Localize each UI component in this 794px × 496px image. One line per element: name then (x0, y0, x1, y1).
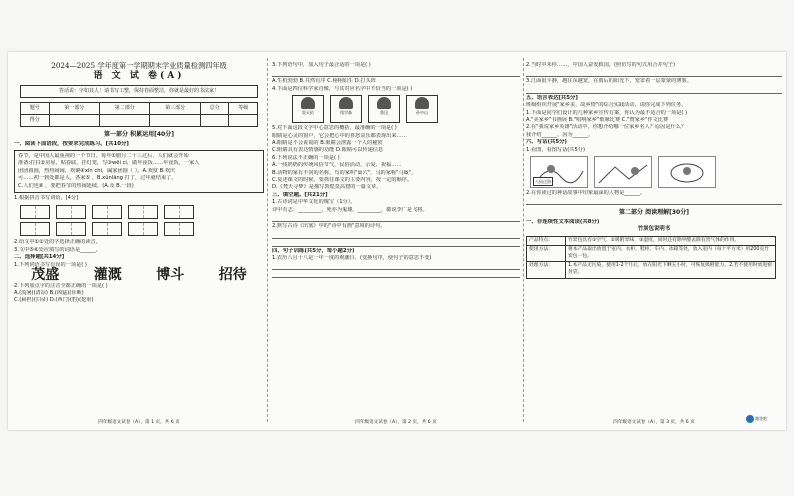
portrait-card (406, 95, 438, 123)
tianzige-box[interactable] (56, 222, 86, 236)
score-header-row (21, 103, 258, 115)
score-cell: 第三部分 (150, 103, 200, 115)
answer-line[interactable] (272, 215, 520, 222)
portrait-label: 孙中山 (416, 110, 428, 116)
passage-line: 可……初一到处都是人，各家⑤ 。B.xǔnlǎng 打了，过年就结束了。 (18, 175, 177, 182)
portrait-row (292, 95, 520, 123)
illustration-drawing (595, 157, 651, 187)
question-text: 1.根据拼音书写词语。[4分] (14, 195, 79, 202)
calligraphy-row (14, 267, 264, 284)
option-line: A.眼睛是不会说谎的 B.眼睛会泄露一个人的秘密 (272, 140, 383, 147)
portrait-label: 钱学森 (340, 110, 352, 116)
score-table (20, 102, 258, 127)
page-divider (267, 58, 268, 422)
tianzige-box[interactable] (92, 205, 122, 219)
question-text: 3.江面很平静，越往东越宽，在雨后的阳光下，笼罩着一层蒙蒙的薄雾。 (526, 78, 692, 85)
passage-line: 春节，是中国人最重视的一个节日。每年①腊月二十三过后，人们就会开始 (18, 153, 189, 160)
product-value: 将本产品取出放置于室内、衣柜、鞋柜、车内、冰箱等处，放入室内（每十平方米）用200克竹炭包一包。 (566, 246, 776, 262)
question-text: 1.农历八月十八是一年一度的观潮日。(变换句序，使句子的意思不变) (272, 254, 432, 261)
page-footer: 四年级语文试卷（A），第 1 页，共 6 页 (98, 419, 180, 425)
tianzige-box[interactable] (164, 222, 194, 236)
question-text: 1.古诗词是中华文化的瑰宝（1分）。 (272, 199, 356, 206)
answer-line[interactable] (526, 70, 782, 77)
question-heading: 五、语言表达[共5分] (526, 94, 578, 101)
passage-line: 准备:打扫②房屋，贴春联，挂灯笼，写③wēi cí，做年夜饭……年夜饭，一家人 (18, 160, 200, 167)
option-line: A.一线奶奶的传统风俗节气，民俗活动，示爱、祝福…… (272, 162, 402, 169)
passage-box (14, 150, 264, 193)
tianzige-box[interactable] (128, 205, 158, 219)
score-cell: 得分 (21, 115, 50, 127)
portrait-image (339, 97, 353, 109)
answer-line[interactable] (272, 70, 520, 77)
score-cell (229, 115, 258, 127)
product-row (527, 236, 776, 246)
product-label: 产品特点: (527, 236, 566, 246)
page-1 (14, 52, 264, 430)
score-cell (200, 115, 229, 127)
watermark-logo (746, 414, 778, 424)
score-cell (99, 115, 149, 127)
question-heading: 一、非连续性文本阅读(共8分) (526, 218, 600, 225)
question-text: 班级组织开展"家乡美，故乡情"的综合实践活动，请你完成下列任务。 (526, 102, 687, 109)
page-3 (526, 52, 782, 430)
product-table (526, 236, 776, 279)
answer-line[interactable] (272, 240, 520, 247)
product-row (527, 246, 776, 262)
question-text: 1.看图，看图写话(共5分) (526, 146, 585, 153)
tianzige-box[interactable] (20, 205, 50, 219)
question-text: 5.对下面这段文字中心意思的概括，最准确的一项是( ) (272, 125, 397, 132)
picture-row (530, 156, 782, 188)
calligraphy-word: 茂盛 (31, 267, 60, 284)
part1-heading: 第一部分 积累运用[40分] (104, 131, 174, 139)
question-heading: 二、选择题[共14分] (14, 254, 65, 261)
passage-line: 团团圆圆，热热闹闹，欢聚④xīn chí，阖家团圆（ ）。A.欢度 B.欢庆 (18, 167, 176, 174)
question-text: 6.下列说法不正确的一项是( ) (272, 154, 340, 161)
portrait-image (415, 97, 429, 109)
page-2 (272, 52, 520, 430)
page-footer: 四年级语文试卷（A），第 2 页，共 6 页 (355, 419, 437, 425)
question-text: 2.在你读过的神话故事中印象最深的人物是______。 (526, 190, 646, 197)
exam-sheet (8, 52, 786, 430)
product-label: 处理方法: (527, 262, 566, 278)
answer-line[interactable] (526, 198, 782, 205)
illustration-label: 八仙过海 (533, 177, 553, 186)
score-cell: 题号 (21, 103, 50, 115)
question-text: 2.给文中①②处的字选择正确的读音。 (14, 239, 101, 246)
question-text: 2.下列加点字的注音全都正确的一项是( ) (14, 282, 108, 289)
tianzige-box[interactable] (92, 222, 122, 236)
answer-line[interactable] (272, 271, 520, 278)
product-title: 竹炭包说明书 (637, 226, 671, 233)
question-text: 3.下列语句中，加入句子最合适的一项是( ) (272, 62, 371, 68)
question-text: 4.下面是四位科学家肖像，与其对应名字中不恰当的一项是( ) (272, 85, 413, 92)
calligraphy-word: 博斗 (156, 267, 185, 284)
question-text: 诗中有志：_________，死亦为鬼雄。_________，都说李广是飞将。 (272, 206, 428, 213)
question-text: 2.默写古诗《出塞》中的"诗中有画"意境的诗句。 (272, 223, 386, 230)
score-cell: 等级 (229, 103, 258, 115)
product-value: 竹炭包具有①空气、②吸附异味、③湿度，同时还有除甲醛去除有害气体的作用。 (566, 236, 776, 246)
question-heading: 三、填空题。[共21分] (272, 191, 328, 198)
score-cell (49, 115, 99, 127)
question-text: 1.下面是同学们设计的几种家乡宣传方案，你认为最不适合的一项是( ) (526, 109, 688, 116)
tianzige-row (20, 205, 264, 219)
answer-line[interactable] (526, 87, 782, 94)
tip-box: 答话说：字如其人！请书写工整，保持卷面整洁，你就是最好的书法家！ (20, 85, 258, 98)
product-label: 使用方法: (527, 246, 566, 262)
logo-text: 趣答吧 (755, 416, 767, 422)
question-text: 3.文中⑤⑥处应填写的词语是______。 (14, 246, 101, 253)
option-line: A.生机勃勃 B.井然有序 C.栩栩如生 D.打头阵 (272, 78, 376, 85)
score-cell: 第二部分 (99, 103, 149, 115)
option-line: A."美家乡"书画展 B."唱响家乡"歌咏比赛 C."赞家乡"作文比赛 (526, 117, 669, 124)
tianzige-box[interactable] (128, 222, 158, 236)
portrait-image (377, 97, 391, 109)
calligraphy-word: 灌溉 (93, 267, 122, 284)
question-text: 2.在"我说家乡英雄"活动中，你想介绍哪一位家乡名人？原因是什么？ (526, 124, 687, 131)
illustration (658, 156, 716, 188)
portrait-card (330, 95, 362, 123)
option-line: D.《梵天寻梦》是描写敦煌莫高窟的一篇文章。 (272, 184, 382, 191)
portrait-label: 詹天佑 (302, 110, 314, 116)
page-divider (523, 58, 524, 422)
question-heading: 六、写话(共5分) (526, 139, 568, 146)
portrait-card (368, 95, 400, 123)
illustration (594, 156, 652, 188)
tianzige-box[interactable] (56, 205, 86, 219)
tianzige-box[interactable] (164, 205, 194, 219)
calligraphy-word: 招待 (218, 267, 247, 284)
product-row (527, 262, 776, 278)
question-text: 眼睛是心灵的窗户，它会把心中的喜怒哀乐都表现出来…… (272, 132, 407, 139)
portrait-image (301, 97, 315, 109)
question-heading: 四、句子训练(共5分，每小题2分) (272, 247, 355, 254)
exam-subtitle: 语 文 试 卷(A) (93, 71, 185, 82)
page-footer: 四年级语文试卷（A），第 3 页，共 6 页 (613, 419, 695, 425)
portrait-label: 鲁迅 (380, 110, 388, 116)
score-cell: 第一部分 (49, 103, 99, 115)
illustration-drawing (659, 157, 715, 187)
question-text: 1.下列词语书写有误的一项是( ) (14, 261, 87, 268)
passage-line: C.人们也⑥ ，要把春节的热闹延续。(A.及 B.一段) (18, 182, 134, 189)
question-text: 2.当时中未停……，中国人奋发救国。(照仿写的句式用合并句子) (526, 62, 676, 68)
score-cell (150, 115, 200, 127)
tianzige-row (20, 222, 264, 236)
answer-line[interactable] (272, 263, 520, 270)
option-line: B.动物的家有不同的名称，鸟的家叫"巢穴"，马的家称"马厩"。 (272, 169, 417, 176)
tianzige-box[interactable] (20, 222, 50, 236)
option-line: A.(流暑)(清凉) B.(凶猛)(诊断) (14, 289, 84, 296)
part2-heading: 第二部分 阅读理解[30分] (619, 209, 689, 217)
score-cell: 总分 (200, 103, 229, 115)
option-line: C.眼睛具有表达情感的功能 D.眼睛可以传递信息 (272, 147, 384, 154)
answer-line[interactable] (272, 232, 520, 239)
option-line: C.复述课文的时候，要抓住课文的主要内容，按一定的顺序。 (272, 177, 413, 184)
portrait-card (292, 95, 324, 123)
question-heading: 一、阅读下面语段，按要求完成练习。[共10分] (14, 140, 129, 147)
illustration (530, 156, 588, 188)
question-text: 我介绍______，因为______。 (526, 131, 594, 138)
score-value-row (21, 115, 258, 127)
product-value: 1.本产品无污染，使用1-2个月后，放在阳光下晒五小时，可恢复吸附能力。2.若不使用时放进密封袋。 (566, 262, 776, 278)
logo-icon (746, 415, 754, 423)
exam-title: 2024—2025 学年度第一学期期末学业质量检测四年级 (51, 62, 227, 70)
option-line: C.(扁担)(扫帚) D.(西门)(豹)(挖渠) (14, 297, 94, 304)
